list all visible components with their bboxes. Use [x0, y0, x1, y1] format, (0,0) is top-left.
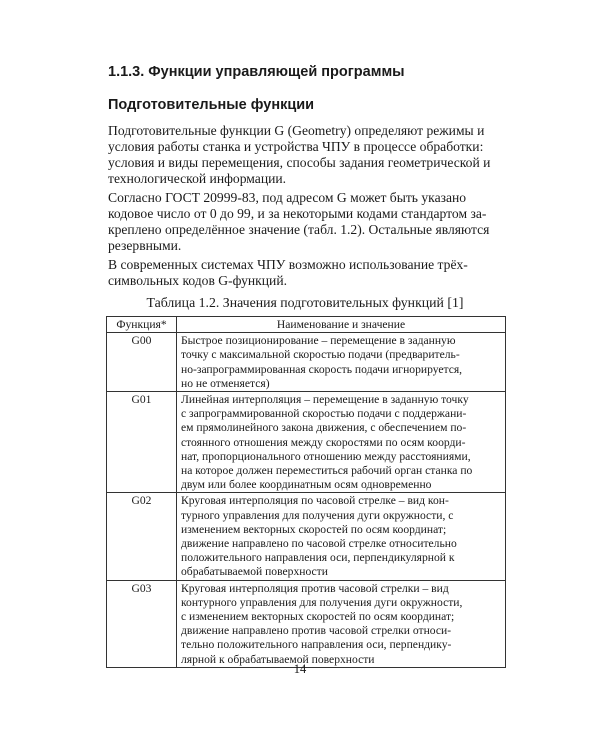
- table-row: [107, 493, 506, 580]
- table-row: [107, 333, 506, 392]
- function-code: G01: [107, 392, 177, 493]
- function-code: G03: [107, 580, 177, 667]
- subsection-title: Подготовительные функции: [108, 97, 315, 113]
- paragraph: В современных системах ЧПУ возможно использование трёх- символьных кодов G-функций.: [108, 257, 468, 288]
- function-code: G02: [107, 493, 177, 580]
- section-title: 1.1.3. Функции управляющей программы: [108, 64, 405, 80]
- page-number: 14: [293, 662, 307, 676]
- table-row: [107, 580, 506, 667]
- function-description: Круговая интерполяция по часовой стрелке – вид кон- турного управления для получения дуги окружности, с изменением векторных скоростей по осям координат; движение направлено по часовой стрелке относительно положительного направления оси, перпендикулярной к обрабатываемой поверхности: [177, 493, 506, 580]
- page-content: [108, 62, 502, 668]
- column-header-function: Функция*: [107, 317, 177, 333]
- table-header-row: [107, 317, 506, 333]
- function-description: Быстрое позиционирование – перемещение в заданную точку с максимальной скоростью подачи (предваритель- но-запрограммированная скорость подачи игнорируется, но не отменяется): [177, 333, 506, 392]
- column-header-description: Наименование и значение: [177, 317, 506, 333]
- function-code: G00: [107, 333, 177, 392]
- table-caption: Таблица 1.2. Значения подготовительных функций [1]: [146, 295, 464, 310]
- function-description: Круговая интерполяция против часовой стрелки – вид контурного управления для получения дуги окружности, с изменением векторных скоростей по осям координат; движение направлено против часовой стрелки относи- тельно положительного направления оси, перпендику- лярной к обрабатываемой поверхности: [177, 580, 506, 667]
- function-description: Линейная интерполяция – перемещение в заданную точку с запрограммированной скоростью подачи с поддержани- ем прямолинейного закона движения, с обеспечением по- стоянного отношения между скоростями по осям коорди- нат, пропорционального отношению между расстояниями, на которое должен переместиться рабочий орган станка по двум или более координатным осям одновременно: [177, 392, 506, 493]
- table-row: [107, 392, 506, 493]
- paragraph: Согласно ГОСТ 20999-83, под адресом G может быть указано кодовое число от 0 до 99, и за некоторыми кодами стандартом за- креплено определённое значение (табл. 1.2). Остальные являются резервными.: [108, 190, 490, 253]
- functions-table: [106, 316, 506, 668]
- paragraph: Подготовительные функции G (Geometry) определяют режимы и условия работы станка и устройства ЧПУ в процессе обработки: условия и виды перемещения, способы задания геометрической и технологической информации.: [108, 123, 491, 186]
